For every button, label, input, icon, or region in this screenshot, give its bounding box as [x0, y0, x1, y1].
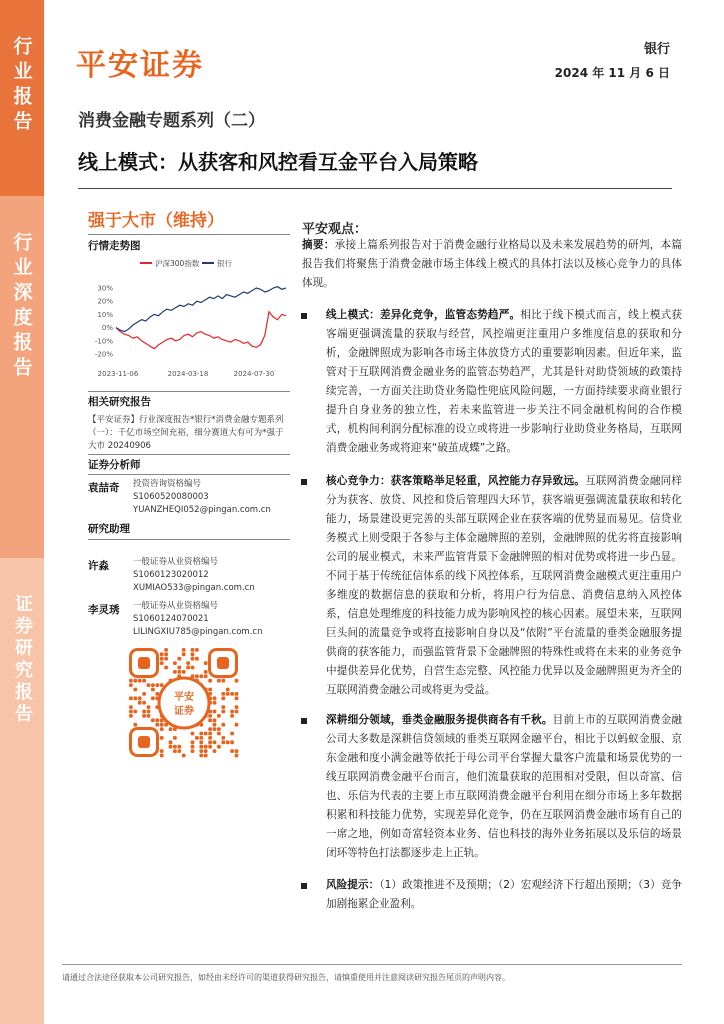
qr-module	[235, 692, 239, 696]
qr-module	[169, 745, 173, 749]
qr-finder-core	[138, 657, 150, 669]
point-paragraph	[326, 876, 682, 914]
divider	[88, 474, 290, 475]
qr-module	[160, 754, 164, 758]
qr-module	[147, 710, 151, 714]
assistants-heading: 研究助理	[88, 523, 130, 535]
qr-module	[160, 736, 164, 740]
qr-module	[230, 710, 234, 714]
qr-module	[164, 648, 168, 652]
sidebar-label: 行业深度报告	[10, 232, 33, 382]
qr-module	[221, 740, 225, 744]
report-title: 线上模式：从获客和风控看互金平台入局策略	[78, 150, 478, 174]
qr-module	[191, 648, 195, 652]
company-logo: 平安证券	[76, 48, 204, 83]
qr-module	[217, 679, 221, 683]
qr-module	[235, 723, 239, 727]
qr-module	[177, 666, 181, 670]
qr-module	[160, 727, 164, 731]
qr-module	[213, 727, 217, 731]
qr-module	[208, 714, 212, 718]
qr-module	[204, 674, 208, 678]
point-text: 相比于线下模式而言，线上模式获客端更强调流量的获取与经营，风控端更注重用户多维度信息的获取和分析，金融牌照成为影响各市场主体放贷方式的重要影响因素。但近年来，监管对于互联网消费金融业务的监管态势趋严，尤其是针对助贷领域的政策持续完善，一方面关注助贷业务隐性兜底风险问题，一方面持续要求商业银行提升自身业务的独立性，若未来监管进一步关注不同金融机构间的合作模式，机构间利润分配标准的设立或将进一步影响行业助贷业务格局，互联网消费金融业务或将迎来“破茧成蝶”之路。	[326, 309, 683, 454]
divider	[88, 454, 290, 455]
qr-module	[199, 749, 203, 753]
qr-module	[213, 696, 217, 700]
qr-module	[160, 661, 164, 665]
qr-module	[199, 736, 203, 740]
point-text: 目前上市的互联网消费金融公司大多数是深耕信贷领域的垂类互联网金融平台，相比于以蚂蚁金服、京东金融和度小满金融等依托于母公司平台掌握大量客户流量和场景优势的一线互联网消费金融平台而言，他们流量获取的范围相对受限，但以奇富、信也、乐信为代表的主要上市互联网消费金融平台利用在细分市场上多年数据积累和科技能力优势，实现差异化竞争，仍在互联网消费金融市场有自己的一席之地，例如奇富轻资本业务、信也科技的海外业务拓展以及乐信的场景闭环等特色打法都逐步走上正轨。	[326, 714, 682, 859]
analyst-info	[133, 478, 271, 517]
qr-module	[173, 749, 177, 753]
bullet-square-icon	[301, 479, 307, 485]
qr-module	[155, 723, 159, 727]
assistant-id: S1060124070021	[133, 614, 209, 624]
qr-module	[199, 745, 203, 749]
qr-module	[177, 745, 181, 749]
qr-module	[133, 679, 137, 683]
assistant-info	[133, 600, 262, 639]
x-tick-label: 2024-03-18	[167, 370, 209, 378]
qr-module	[151, 696, 155, 700]
qr-module	[235, 705, 239, 709]
qr-module	[217, 745, 221, 749]
qr-module	[235, 710, 239, 714]
price-trend-chart	[88, 254, 290, 384]
qr-module	[173, 670, 177, 674]
qr-module	[230, 749, 234, 753]
qr-module	[208, 745, 212, 749]
qr-module	[199, 740, 203, 744]
qr-module	[151, 718, 155, 722]
assistant-email[interactable]: XUMIAO533@pingan.com.cn	[133, 583, 255, 593]
rating-label: 强于大市（维持）	[88, 211, 224, 231]
qr-module	[221, 736, 225, 740]
qr-module	[182, 670, 186, 674]
point-paragraph	[326, 711, 682, 863]
bullet-square-icon	[301, 883, 307, 889]
qr-module	[129, 710, 133, 714]
qr-module	[133, 710, 137, 714]
qr-module	[208, 688, 212, 692]
divider	[88, 539, 290, 540]
qr-module	[142, 710, 146, 714]
qr-module	[204, 749, 208, 753]
sector-label: 银行	[643, 42, 670, 57]
divider	[88, 391, 290, 392]
summary-text: 承接上篇系列报告对于消费金融行业格局以及未来发展趋势的研判，本篇报告我们将聚焦于消费金融市场主体线上模式的具体打法以及核心竞争力的具体体现。	[302, 239, 683, 289]
qr-module	[221, 710, 225, 714]
qr-module	[173, 661, 177, 665]
qr-module	[208, 736, 212, 740]
point-lead: 核心竞争力：获客策略举足轻重，风控能力存异致远。	[326, 475, 586, 487]
qr-module	[221, 679, 225, 683]
qr-module	[182, 652, 186, 656]
qr-module	[208, 727, 212, 731]
viewpoint-heading: 平安观点：	[302, 222, 368, 237]
qr-module	[182, 648, 186, 652]
qr-module	[155, 718, 159, 722]
qr-module	[213, 749, 217, 753]
qr-module	[133, 696, 137, 700]
point-lead: 深耕细分领域，垂类金融服务提供商各有千秋。	[326, 714, 553, 726]
qr-module	[217, 732, 221, 736]
analyst-name: 袁喆奇	[88, 482, 120, 494]
qr-module	[155, 683, 159, 687]
point-text: 互联网消费金融同样分为获客、放贷、风控和贷后管理四大环节，获客端更强调流量获取和转化能力，场景建设更完善的头部互联网企业在获客端的优势显而易见。信贷业务模式上则受限于各参与主体金融牌照的差别，金融牌照的优劣将直接影响公司的展业模式，未来严监管背景下金融牌照的相对优势或将进一步凸显。不同于基于传统征信体系的线下风控体系，互联网消费金融模式更注重用户多维度的数据信息的获取和分析，将用户行为信息、消费信息纳入风控体系，信息处理维度的科技能力成为影响风控的核心因素。展望未来，互联网巨头间的流量竞争或将直接影响自身以及“依附”平台流量的垂类金融服务提供商的获客能力，而强监管背景下金融牌照的特殊性或将在未来的业务竞争中提供差异化优势，自营生态完整、风控能力优异以及金融牌照更为齐全的互联网消费金融公司或将更为受益。	[326, 475, 683, 696]
qr-module	[221, 696, 225, 700]
qr-module	[235, 754, 239, 758]
legend-label-bank: 银行	[217, 259, 232, 268]
assistant-id: S1060123020012	[133, 570, 209, 580]
qr-module	[169, 727, 173, 731]
qr-label-top: 平安	[174, 692, 194, 703]
qr-module	[221, 692, 225, 696]
assistant-name: 李灵琇	[88, 604, 120, 616]
qr-module	[191, 657, 195, 661]
qr-module	[151, 683, 155, 687]
qr-module	[173, 745, 177, 749]
sidebar-band-industry-report	[0, 0, 44, 196]
y-tick-label: -10%	[94, 337, 113, 346]
qr-module	[147, 683, 151, 687]
qr-module	[213, 723, 217, 727]
qr-module	[195, 657, 199, 661]
point-lead: 线上模式：差异化竞争，监管态势趋严。	[326, 309, 521, 321]
qr-module	[230, 732, 234, 736]
qr-module	[129, 679, 133, 683]
point-text: （1）政策推进不及预期；（2）宏观经济下行超出预期；（3）竞争加剧拖累企业盈利。	[326, 879, 682, 910]
qr-label-bottom: 证券	[174, 706, 194, 717]
assistant-qual-label: 一般证券从业资格编号	[133, 601, 219, 611]
qr-module	[147, 705, 151, 709]
qr-module	[177, 749, 181, 753]
qr-module	[204, 661, 208, 665]
qr-code	[129, 648, 239, 758]
qr-module	[169, 740, 173, 744]
qr-module	[226, 740, 230, 744]
legend-label-hs300: 沪深300指数	[155, 259, 200, 268]
y-tick-label: -20%	[94, 350, 113, 359]
qr-module	[142, 714, 146, 718]
qr-module	[173, 736, 177, 740]
qr-module	[177, 670, 181, 674]
qr-module	[221, 723, 225, 727]
report-date: 2024 年 11 月 6 日	[554, 66, 670, 80]
assistant-qual-label: 一般证券从业资格编号	[133, 557, 219, 567]
footer-disclaimer: 请通过合法途径获取本公司研究报告，如经由未经许可的渠道获得研究报告，请慎重使用并注意阅读研究报告尾页的声明内容。	[62, 973, 510, 982]
qr-module	[213, 740, 217, 744]
series-line-hs300	[116, 312, 286, 349]
qr-module	[199, 754, 203, 758]
qr-module	[217, 727, 221, 731]
assistant-name: 许淼	[88, 560, 109, 572]
sidebar-band-securities-report	[0, 558, 44, 1024]
analyst-email[interactable]: YUANZHEQI052@pingan.com.cn	[133, 505, 271, 515]
qr-module	[191, 745, 195, 749]
bullet-square-icon	[301, 718, 307, 724]
qr-module	[213, 701, 217, 705]
qr-module	[230, 740, 234, 744]
qr-module	[142, 692, 146, 696]
qr-finder-core	[217, 657, 229, 669]
qr-module	[217, 714, 221, 718]
qr-module	[164, 666, 168, 670]
qr-module	[230, 714, 234, 718]
qr-module	[208, 718, 212, 722]
related-heading: 相关研究报告	[88, 396, 151, 408]
qr-module	[164, 657, 168, 661]
qr-module	[195, 674, 199, 678]
y-tick-label: 0%	[101, 324, 113, 333]
qr-module	[182, 754, 186, 758]
x-tick-label: 2023-11-06	[97, 370, 139, 378]
qr-module	[191, 666, 195, 670]
qr-module	[208, 740, 212, 744]
qr-module	[235, 749, 239, 753]
summary-label: 摘要：	[302, 239, 335, 251]
trend-heading: 行情走势图	[88, 240, 141, 252]
qr-module	[142, 679, 146, 683]
qr-module	[235, 679, 239, 683]
qr-module	[160, 749, 164, 753]
qr-module	[142, 701, 146, 705]
analysts-heading: 证券分析师	[88, 459, 141, 471]
qr-module	[129, 683, 133, 687]
qr-module	[204, 754, 208, 758]
qr-module	[199, 674, 203, 678]
qr-module	[208, 732, 212, 736]
y-tick-label: 10%	[97, 310, 113, 319]
divider	[88, 234, 290, 235]
qr-module	[186, 661, 190, 665]
qr-module	[164, 652, 168, 656]
qr-module	[138, 679, 142, 683]
qr-module	[221, 705, 225, 709]
qr-module	[191, 749, 195, 753]
qr-module	[195, 736, 199, 740]
qr-module	[191, 652, 195, 656]
series-title: 消费金融专题系列（二）	[78, 111, 265, 131]
assistant-email[interactable]: LILINGXIU785@pingan.com.cn	[133, 627, 263, 637]
x-tick-label: 2024-07-30	[233, 370, 275, 378]
title-divider	[78, 188, 672, 189]
y-tick-label: 30%	[97, 284, 113, 293]
summary-paragraph	[302, 236, 682, 293]
sidebar-label: 行业报告	[10, 36, 33, 136]
series-line-bank	[116, 287, 286, 332]
qr-module	[213, 710, 217, 714]
qr-module	[235, 696, 239, 700]
qr-module	[208, 679, 212, 683]
qr-module	[204, 732, 208, 736]
point-lead: 风险提示：	[326, 879, 380, 891]
qr-module	[160, 723, 164, 727]
qr-module	[160, 683, 164, 687]
footer-divider	[62, 964, 682, 965]
qr-module	[177, 657, 181, 661]
qr-module	[230, 692, 234, 696]
y-tick-label: 20%	[97, 297, 113, 306]
qr-module	[204, 745, 208, 749]
qr-module	[138, 701, 142, 705]
analyst-qual-label: 投资咨询资格编号	[133, 479, 202, 489]
qr-center-badge	[159, 678, 209, 728]
qr-module	[155, 692, 159, 696]
qr-module	[195, 648, 199, 652]
qr-module	[191, 732, 195, 736]
qr-module	[186, 666, 190, 670]
qr-module	[199, 732, 203, 736]
analyst-id: S1060520080003	[133, 492, 209, 502]
point-paragraph	[326, 472, 682, 700]
qr-module	[129, 714, 133, 718]
qr-module	[129, 705, 133, 709]
sidebar-label: 证券研究报告	[12, 594, 33, 726]
qr-module	[129, 696, 133, 700]
qr-module	[213, 718, 217, 722]
qr-module	[133, 723, 137, 727]
chart-legend	[140, 258, 232, 268]
assistant-info	[133, 556, 255, 595]
qr-module	[138, 696, 142, 700]
point-paragraph	[326, 306, 682, 458]
related-report-text: 【平安证券】行业深度报告*银行*消费金融专题系列（一）：千亿市场空间充裕，细分赛道大有可为*强于大市 20240906	[88, 415, 284, 451]
qr-module	[147, 714, 151, 718]
qr-module	[133, 688, 137, 692]
sidebar-band-deep-report	[0, 196, 44, 558]
qr-module	[151, 688, 155, 692]
qr-module	[160, 652, 164, 656]
qr-module	[160, 657, 164, 661]
bullet-square-icon	[301, 313, 307, 319]
qr-module	[204, 670, 208, 674]
qr-module	[226, 688, 230, 692]
qr-module	[191, 740, 195, 744]
qr-finder-core	[138, 736, 150, 748]
qr-module	[226, 692, 230, 696]
